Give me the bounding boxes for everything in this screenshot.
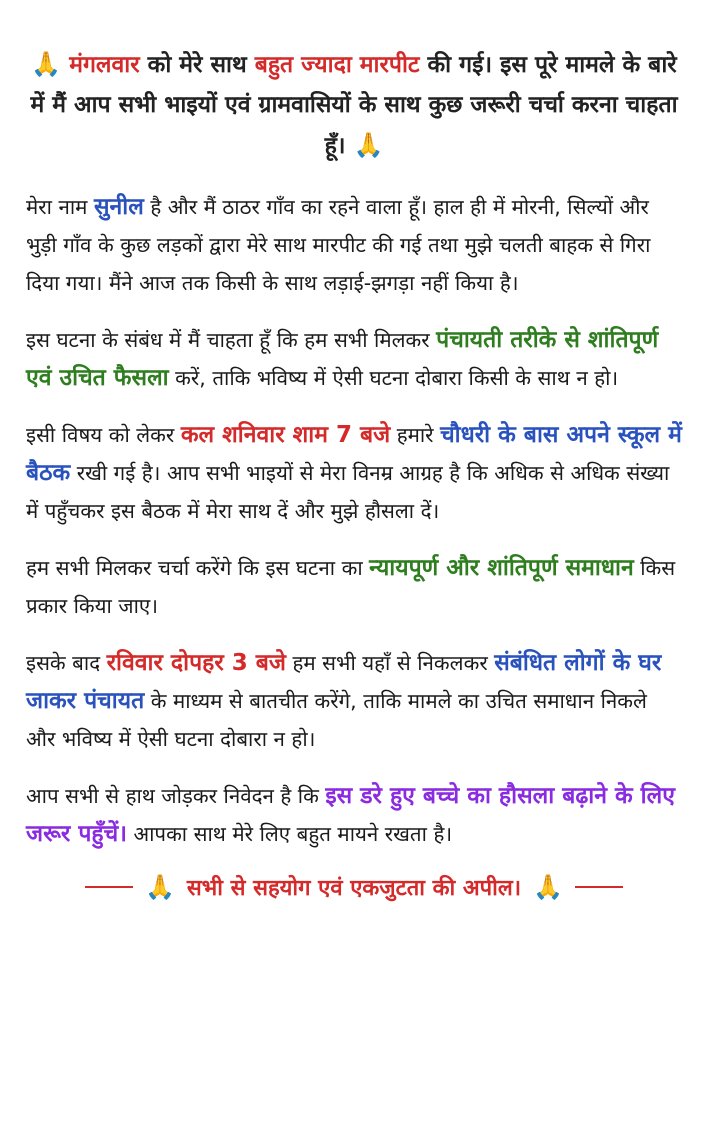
p1-highlight-name: सुनील <box>93 194 144 220</box>
p6-highlight-support: इस डरे हुए बच्चे का हौसला बढ़ाने के लिए जरूर पहुँचें। <box>26 783 675 847</box>
intro-highlight-day: मंगलवार <box>69 52 140 78</box>
p5-highlight-place: संबंधित लोगों के घर जाकर पंचायत <box>26 650 662 714</box>
p3-text-3: रखी गई है। आप सभी भाइयों से मेरा विनम्र आग्रह है कि अधिक से अधिक संख्या में पहुँचकर इस बैठक में मेरा साथ दें और मुझे हौसला दें। <box>26 461 670 523</box>
p1-text-1: मेरा नाम <box>26 195 94 219</box>
p2-text-2: करें, ताकि भविष्य में ऐसी घटना दोबारा किसी के साथ न हो। <box>168 366 619 390</box>
paragraph-discussion <box>26 549 682 625</box>
intro-text-1: को मेरे साथ <box>139 52 255 78</box>
p5-text-3: के माध्यम से बातचीत करेंगे, ताकि मामले का उचित समाधान निकले और भविष्य में ऐसी घटना दोबारा न हो। <box>26 689 647 751</box>
paragraph-appeal <box>26 777 682 853</box>
folded-hands-icon: 🙏 <box>353 131 384 159</box>
p3-text-1: इसी विषय को लेकर <box>26 423 181 447</box>
paragraph-meeting <box>26 416 682 530</box>
folded-hands-icon: 🙏 <box>533 873 563 901</box>
divider-left <box>85 886 133 888</box>
p2-text-1: इस घटना के संबंध में मैं चाहता हूँ कि हम सभी मिलकर <box>26 328 437 352</box>
p2-highlight-decision: पंचायती तरीके से शांतिपूर्ण एवं उचित फैसला <box>26 327 659 391</box>
paragraph-followup <box>26 644 682 758</box>
intro-highlight-assault: बहुत ज्यादा मारपीट <box>254 52 420 78</box>
p5-text-2: हम सभी यहाँ से निकलकर <box>286 651 495 675</box>
footer-appeal <box>26 872 682 902</box>
intro-text-2: की गई। इस पूरे मामले के बारे में मैं आप सभी भाइयों एवं ग्रामवासियों के साथ कुछ जरूरी चर्चा करना चाहता हूँ। <box>30 52 678 159</box>
folded-hands-icon: 🙏 <box>31 50 62 78</box>
p4-highlight-solution: न्यायपूर्ण और शांतिपूर्ण समाधान <box>369 555 634 581</box>
intro-heading <box>26 44 682 166</box>
footer-text: सभी से सहयोग एवं एकजुटता की अपील। <box>186 876 522 901</box>
p5-text-1: इसके बाद <box>26 651 107 675</box>
p4-text-2: किस प्रकार किया जाए। <box>26 556 676 618</box>
paragraph-request <box>26 321 682 397</box>
p6-text-2: आपका साथ मेरे लिए बहुत मायने रखता है। <box>126 822 453 846</box>
divider-right <box>575 886 623 888</box>
p3-text-2: हमारे <box>390 423 441 447</box>
p3-highlight-time: कल शनिवार शाम 7 बजे <box>180 422 391 448</box>
p6-text-1: आप सभी से हाथ जोड़कर निवेदन है कि <box>26 784 326 808</box>
p4-text-1: हम सभी मिलकर चर्चा करेंगे कि इस घटना का <box>26 556 370 580</box>
p5-highlight-time: रविवार दोपहर 3 बजे <box>106 650 286 676</box>
paragraph-introduction <box>26 188 682 302</box>
p1-text-2: है और मैं ठाठर गाँव का रहने वाला हूँ। हाल ही में मोरनी, सिल्यों और भुड़ी गाँव के कुछ लड़कों द्वारा मेरे साथ मारपीट की गई तथा मुझे चलती बाहक से गिरा दिया गया। मैंने आज तक किसी के साथ लड़ाई-झगड़ा नहीं किया है। <box>26 195 651 295</box>
p3-highlight-place: चौधरी के बास अपने स्कूल में बैठक <box>26 422 682 486</box>
folded-hands-icon: 🙏 <box>144 873 175 901</box>
